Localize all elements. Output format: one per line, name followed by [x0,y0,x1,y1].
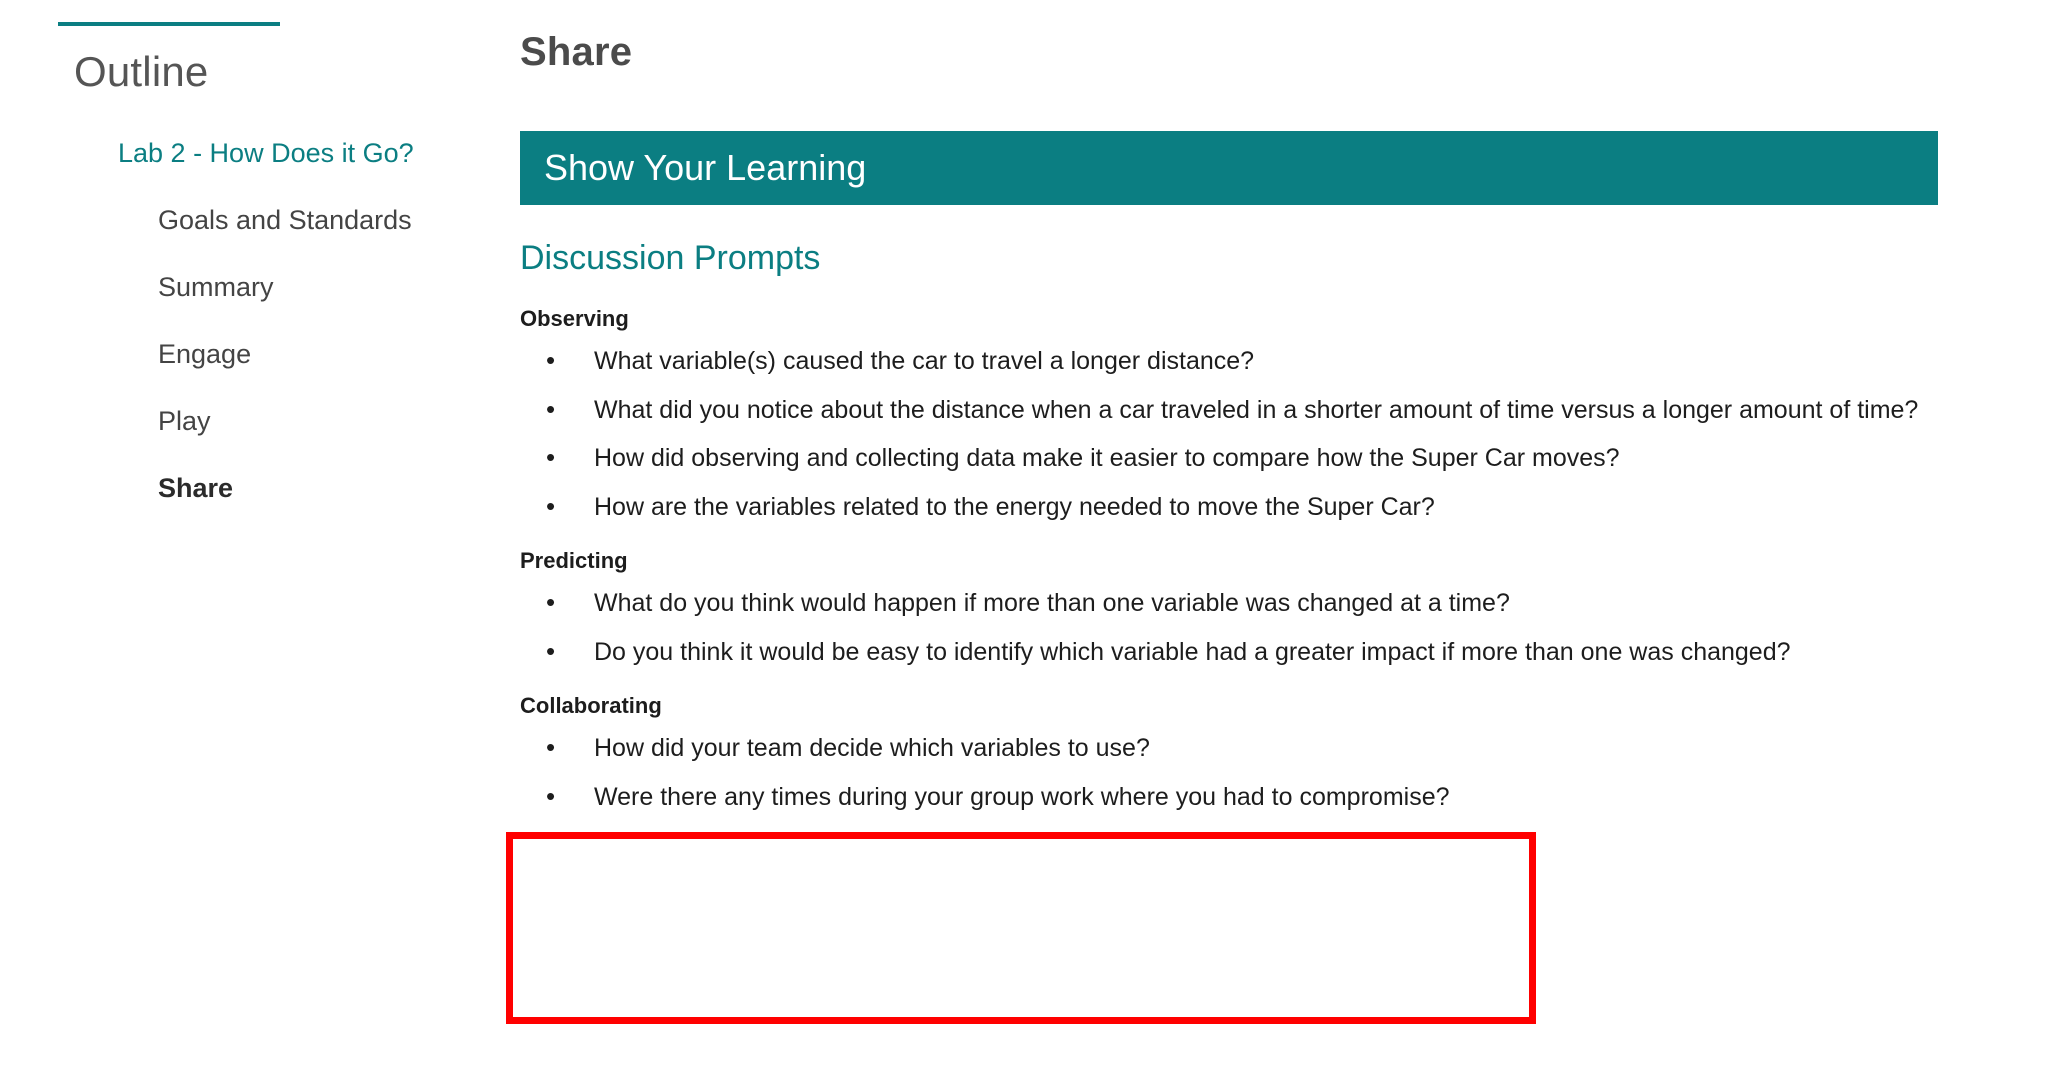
sidebar-item-engage[interactable]: Engage [158,339,252,369]
show-your-learning-banner: Show Your Learning [520,131,1938,205]
outline-sidebar [0,0,520,1086]
sidebar-item-play[interactable]: Play [158,406,211,436]
sidebar-item-summary[interactable]: Summary [158,272,274,302]
main-content [520,0,2056,1086]
prompt-group-collaborating [520,693,1984,812]
collaborating-highlight-box [506,832,1536,1024]
outline-list [0,138,520,504]
group-label-predicting: Predicting [520,548,628,573]
outline-title: Outline [74,48,209,95]
prompt-list-predicting [520,588,1984,667]
list-item: • What variable(s) caused the car to travel a longer distance? [520,346,1984,377]
list-item: • How are the variables related to the energy needed to move the Super Car? [520,492,1984,523]
discussion-prompts-heading: Discussion Prompts [520,239,821,277]
prompt-group-predicting [520,548,1984,667]
sidebar-item-lab-2[interactable]: Lab 2 - How Does it Go? [118,138,414,168]
prompt-list-observing [520,346,1984,522]
group-label-collaborating: Collaborating [520,693,662,718]
sidebar-item-share[interactable]: Share [158,473,234,503]
prompt-group-observing [520,306,1984,522]
list-item: • Were there any times during your group work where you had to compromise? [520,782,1984,813]
list-item: • What did you notice about the distance when a car traveled in a shorter amount of time versus a longer amount of time? [520,395,1984,426]
list-item: • What do you think would happen if more than one variable was changed at a time? [520,588,1984,619]
list-item: • How did your team decide which variables to use? [520,733,1984,764]
sidebar-top-rule [58,22,280,26]
group-label-observing: Observing [520,306,629,331]
list-item: • How did observing and collecting data make it easier to compare how the Super Car moves? [520,443,1984,474]
sidebar-item-goals-and-standards[interactable]: Goals and Standards [158,205,412,235]
prompt-list-collaborating [520,733,1984,812]
page-title: Share [520,30,633,74]
list-item: • Do you think it would be easy to identify which variable had a greater impact if more than one was changed? [520,637,1984,668]
